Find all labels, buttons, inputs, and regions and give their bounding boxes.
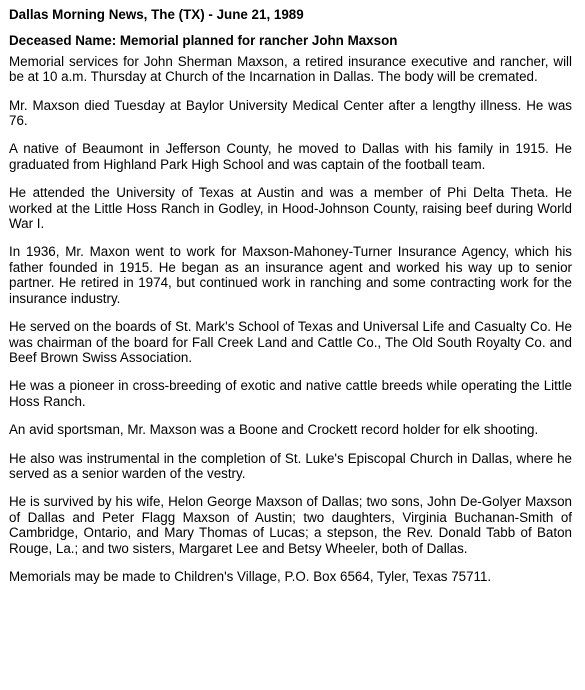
headline: Deceased Name: Memorial planned for rancher John Maxson <box>9 33 398 49</box>
source-line: Dallas Morning News, The (TX) - June 21, 1989 <box>9 7 304 22</box>
paragraph-7: He was a pioneer in cross-breeding of exotic and native cattle breeds while operating the Little Hoss Ranch. <box>9 378 572 409</box>
paragraph-11: Memorials may be made to Children's Village, P.O. Box 6564, Tyler, Texas 75711. <box>9 568 492 584</box>
paragraph-3: A native of Beaumont in Jefferson County, he moved to Dallas with his family in 1915. He graduated from Highland Park High School and was captain of the football team. <box>9 141 572 172</box>
paragraph-8: An avid sportsman, Mr. Maxson was a Boone and Crockett record holder for elk shooting. <box>9 422 539 438</box>
paragraph-5: In 1936, Mr. Maxon went to work for Maxson-Mahoney-Turner Insurance Agency, which his father founded in 1915. He began as an insurance agent and worked his way up to senior partner. He retired in 1974, but continued work in ranching and some contracting work for the insurance industry. <box>9 244 572 306</box>
paragraph-6: He served on the boards of St. Mark's School of Texas and Universal Life and Casualty Co. He was chairman of the board for Fall Creek Land and Cattle Co., The Old South Royalty Co. and Beef Brown Swiss Association. <box>9 319 572 365</box>
paragraph-10: He is survived by his wife, Helon George Maxson of Dallas; two sons, John De-Golyer Maxson of Dallas and Peter Flagg Maxson of Austin; two daughters, Virginia Buchanan-Smith of Cambridge, Ontario, and Mary Thomas of Lucas; a stepson, the Rev. Donald Tabb of Baton Rouge, La.; and two sisters, Margaret Lee and Betsy Wheeler, both of Dallas. <box>9 494 572 556</box>
paragraph-9: He also was instrumental in the completion of St. Luke's Episcopal Church in Dallas, where he served as a senior warden of the vestry. <box>9 450 572 481</box>
paragraph-2: Mr. Maxson died Tuesday at Baylor University Medical Center after a lengthy illness. He was 76. <box>9 97 572 129</box>
paragraph-1: Memorial services for John Sherman Maxson, a retired insurance executive and rancher, will be at 10 a.m. Thursday at Church of the Incarnation in Dallas. The body will be cremated. <box>9 53 572 85</box>
article-body <box>9 54 572 585</box>
paragraph-4: He attended the University of Texas at Austin and was a member of Phi Delta Theta. He worked at the Little Hoss Ranch in Godley, in Hood-Johnson County, raising beef during World War I. <box>9 185 572 232</box>
